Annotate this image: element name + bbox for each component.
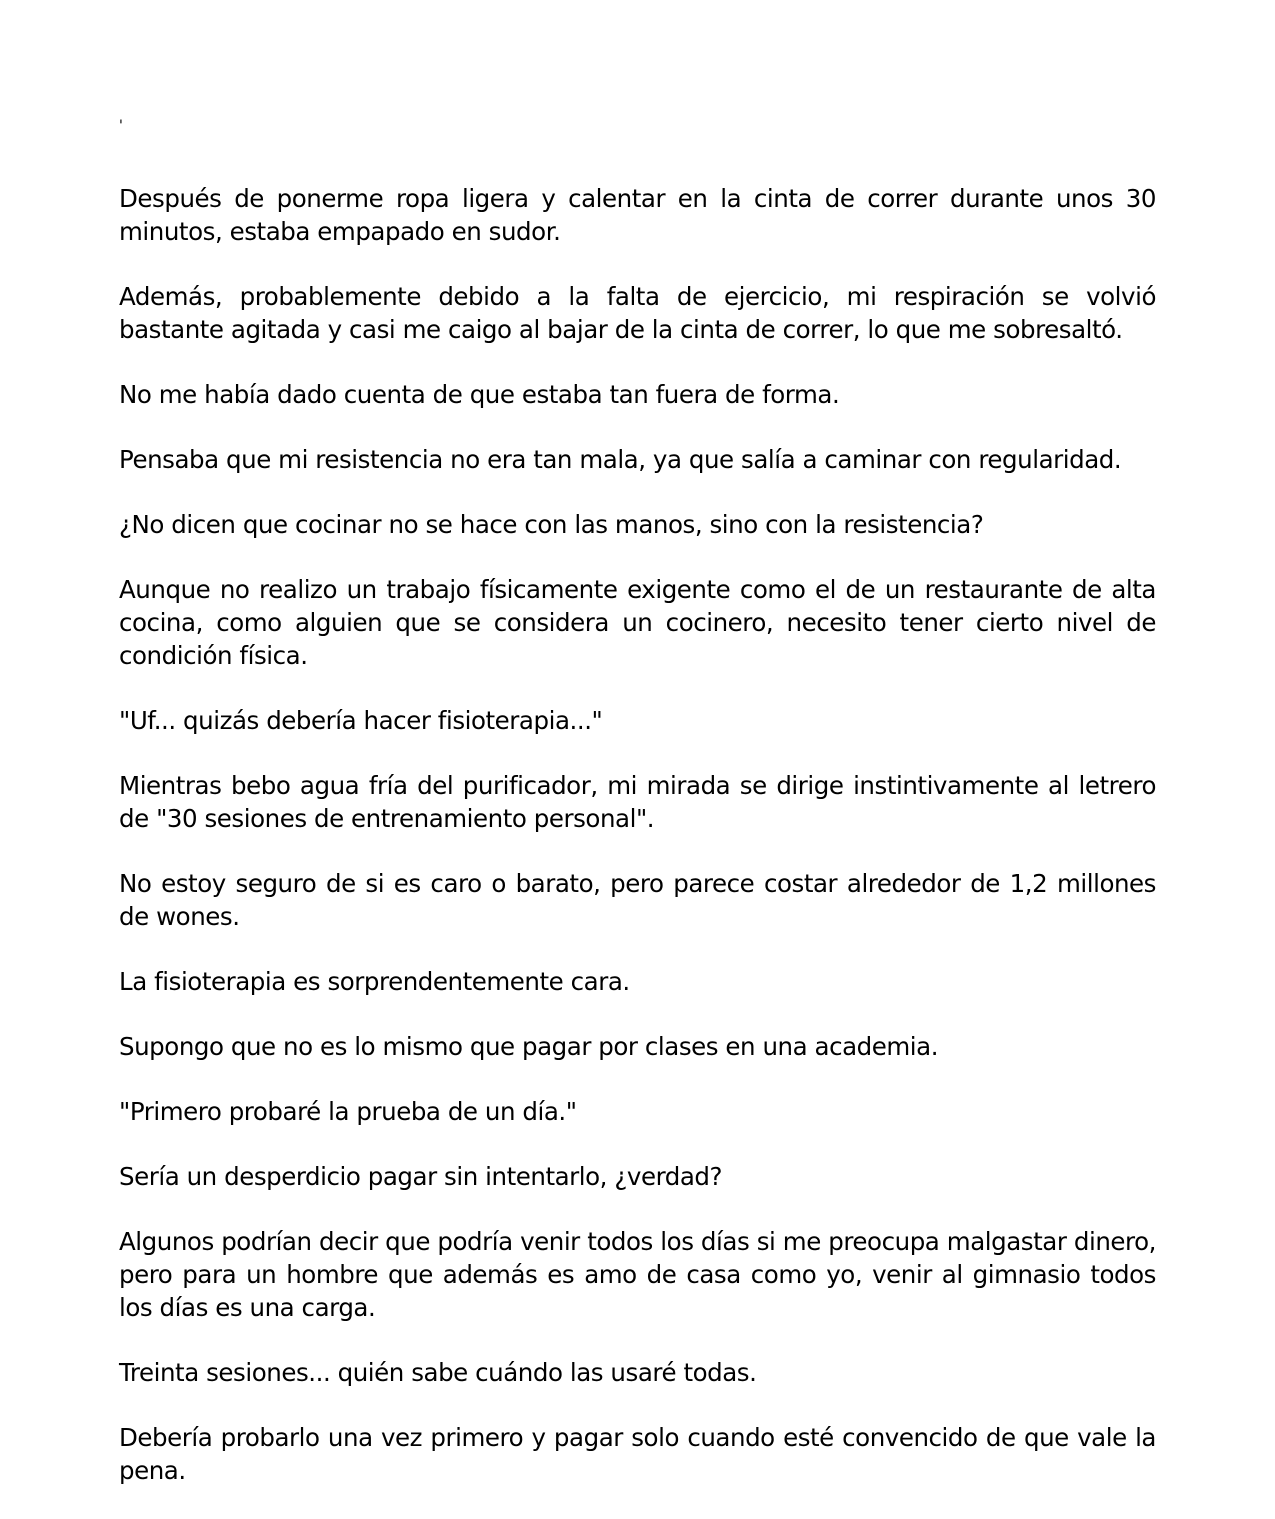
paragraph: ¿No dicen que cocinar no se hace con las manos, sino con la resistencia? — [119, 510, 984, 539]
paragraph: Aunque no realizo un trabajo físicamente exigente como el de un restaurante de alta cocina, como alguien que se considera un cocinero, necesito tener cierto nivel de condición física. — [119, 575, 1156, 670]
paragraph: Pensaba que mi resistencia no era tan mala, ya que salía a caminar con regularidad. — [119, 445, 1122, 474]
paragraph: Debería probarlo una vez primero y pagar solo cuando esté convencido de que vale la pena. — [119, 1423, 1156, 1485]
paragraph: "Uf... quizás debería hacer fisioterapia..." — [119, 706, 603, 735]
paragraph: No estoy seguro de si es caro o barato, pero parece costar alrededor de 1,2 millones de wones. — [119, 869, 1156, 931]
paragraph: Algunos podrían decir que podría venir todos los días si me preocupa malgastar dinero, pero para un hombre que además es amo de casa como yo, venir al gimnasio todos los días es una carga. — [119, 1227, 1156, 1322]
paragraph: Después de ponerme ropa ligera y calentar en la cinta de correr durante unos 30 minutos, estaba empapado en sudor. — [119, 184, 1156, 246]
document-body — [119, 182, 1156, 1519]
paragraph: Mientras bebo agua fría del purificador, mi mirada se dirige instintivamente al letrero de "30 sesiones de entrenamiento personal". — [119, 771, 1156, 833]
paragraph: Además, probablemente debido a la falta de ejercicio, mi respiración se volvió bastante agitada y casi me caigo al bajar de la cinta de correr, lo que me sobresaltó. — [119, 282, 1156, 344]
paragraph: Sería un desperdicio pagar sin intentarlo, ¿verdad? — [119, 1162, 723, 1191]
paragraph: No me había dado cuenta de que estaba tan fuera de forma. — [119, 380, 840, 409]
paragraph: "Primero probaré la prueba de un día." — [119, 1097, 577, 1126]
stray-mark: ' — [119, 118, 123, 134]
paragraph: Supongo que no es lo mismo que pagar por clases en una academia. — [119, 1032, 939, 1061]
paragraph: Treinta sesiones... quién sabe cuándo las usaré todas. — [119, 1358, 757, 1387]
paragraph: La fisioterapia es sorprendentemente cara. — [119, 967, 630, 996]
